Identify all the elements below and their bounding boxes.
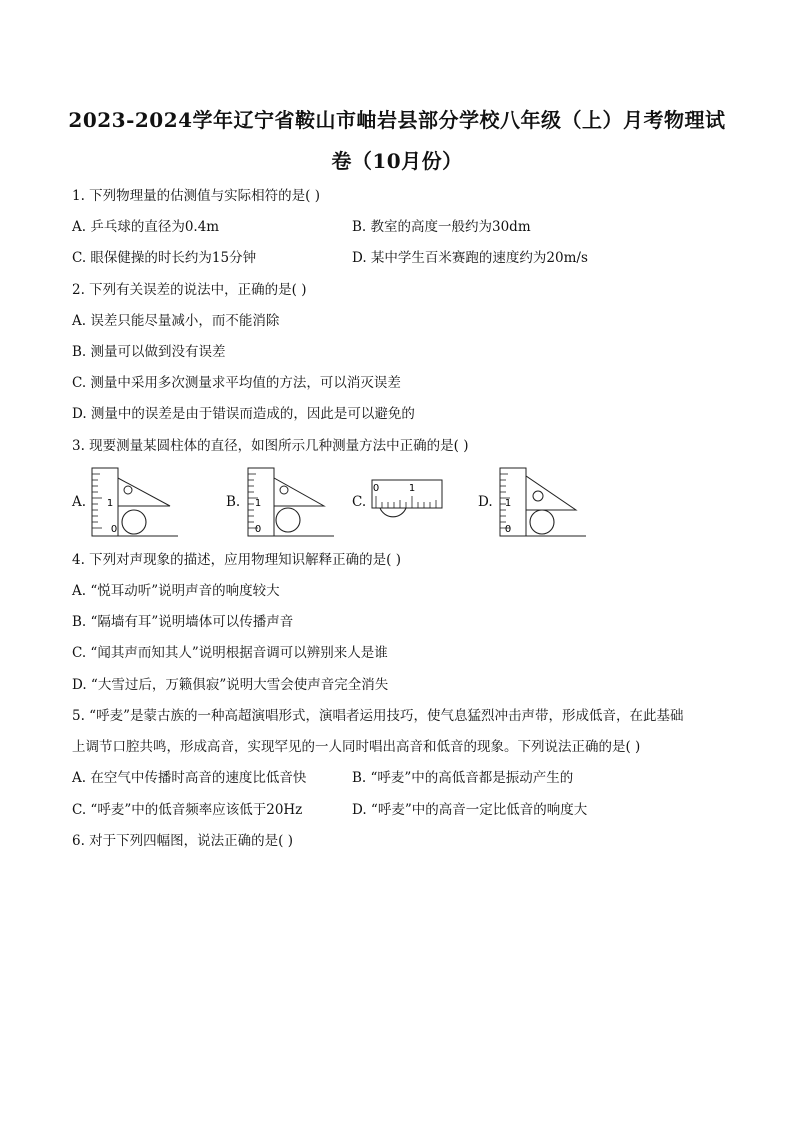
question-2-stem: 2. 下列有关误差的说法中，正确的是( ) (72, 282, 307, 298)
question-6-stem: 6. 对于下列四幅图，说法正确的是( ) (72, 833, 293, 849)
question-5-stem-line-2: 上调节口腔共鸣，形成高音，实现罕见的一人同时唱出高音和低音的现象。下列说法正确的是( ) (72, 739, 641, 755)
question-4-option-c: C. “闻其声而知其人”说明根据音调可以辨别来人是谁 (72, 645, 388, 661)
question-2-option-c: C. 测量中采用多次测量求平均值的方法，可以消灭误差 (72, 375, 401, 391)
figure-b (244, 466, 339, 542)
question-4-option-d: D. “大雪过后，万籁俱寂”说明大雪会使声音完全消失 (72, 677, 389, 693)
ruler-triangle-diagram-a (88, 466, 183, 538)
question-1-option-c: C. 眼保健操的时长约为15分钟 (72, 250, 257, 266)
question-5-option-c: C. “呼麦”中的低音频率应该低于20Hz (72, 802, 303, 818)
ruler-d-tick-1: 1 (504, 498, 512, 509)
ruler-c-tick-1: 1 (408, 483, 416, 494)
ruler-triangle-diagram-d (496, 466, 591, 538)
ruler-triangle-diagram-b (244, 466, 339, 538)
figure-c (370, 478, 446, 532)
question-4-option-a: A. “悦耳动听”说明声音的响度较大 (72, 583, 280, 599)
figure-b-label: B. (226, 494, 241, 510)
exam-title-line-1: 2023-2024学年辽宁省鞍山市岫岩县部分学校八年级（上）月考物理试 (68, 108, 726, 132)
ruler-c-tick-0: 0 (372, 483, 380, 494)
ruler-d-tick-0: 0 (504, 524, 512, 535)
ruler-a-tick-1: 1 (106, 498, 114, 509)
ruler-a-tick-0: 0 (110, 524, 118, 535)
question-5-option-b: B. “呼麦”中的高低音都是振动产生的 (352, 770, 574, 786)
question-5-stem-line-1: 5. “呼麦”是蒙古族的一种高超演唱形式，演唱者运用技巧，使气息猛烈冲击声带，形成低音，在此基础 (72, 708, 684, 724)
question-2-option-b: B. 测量可以做到没有误差 (72, 344, 226, 360)
question-5-option-d: D. “呼麦”中的高音一定比低音的响度大 (352, 802, 588, 818)
figure-c-label: C. (352, 494, 367, 510)
figure-d (496, 466, 591, 542)
figure-a-label: A. (72, 494, 87, 510)
question-5-option-a: A. 在空气中传播时高音的速度比低音快 (72, 770, 307, 786)
question-4-stem: 4. 下列对声现象的描述，应用物理知识解释正确的是( ) (72, 552, 401, 568)
question-1-stem: 1. 下列物理量的估测值与实际相符的是( ) (72, 188, 320, 204)
question-4-option-b: B. “隔墙有耳”说明墙体可以传播声音 (72, 614, 294, 630)
ruler-b-tick-1: 1 (254, 498, 262, 509)
question-1-option-a: A. 乒乓球的直径为0.4m (72, 219, 220, 235)
question-2-option-d: D. 测量中的误差是由于错误而造成的，因此是可以避免的 (72, 406, 415, 422)
ruler-cylinder-diagram-c (370, 478, 446, 528)
question-3-stem: 3. 现要测量某圆柱体的直径，如图所示几种测量方法中正确的是( ) (72, 438, 469, 454)
figure-a (88, 466, 183, 542)
figure-d-label: D. (478, 494, 493, 510)
ruler-b-tick-0: 0 (254, 524, 262, 535)
question-1-option-d: D. 某中学生百米赛跑的速度约为20m/s (352, 250, 588, 266)
exam-title-line-2: 卷（10月份） (331, 149, 463, 173)
question-2-option-a: A. 误差只能尽量减小，而不能消除 (72, 313, 280, 329)
question-1-option-b: B. 教室的高度一般约为30dm (352, 219, 531, 235)
